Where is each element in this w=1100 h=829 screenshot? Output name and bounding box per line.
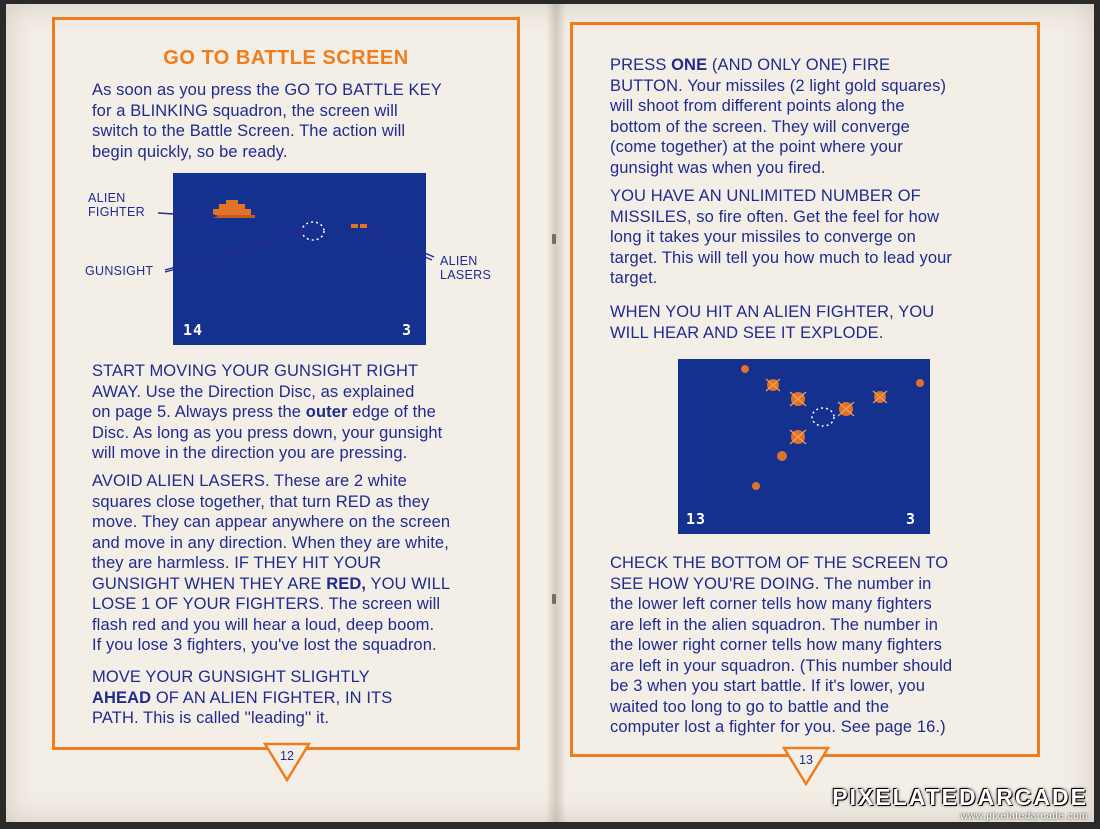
callout-alien-lasers	[440, 254, 500, 282]
battle-screen-graphics	[173, 173, 426, 345]
watermark-brand: PIXELATEDARCADE	[832, 784, 1088, 810]
hit-paragraph	[610, 302, 1030, 343]
explosion-sparks	[766, 379, 887, 444]
callout-gunsight: GUNSIGHT	[85, 264, 154, 278]
unlimited-paragraph	[610, 186, 1035, 289]
explosion-screen-figure	[678, 359, 930, 534]
ahead-text-b: OF AN ALIEN FIGHTER, IN ITS PATH. This is called ''leading'' it.	[92, 688, 393, 727]
staple	[552, 594, 556, 604]
hit-text: WHEN YOU HIT AN ALIEN FIGHTER, YOU WILL HEAR AND SEE IT EXPLODE.	[610, 303, 935, 342]
alien-fighter-sprite	[209, 200, 255, 218]
lasers-text-bold: RED,	[326, 574, 367, 593]
book-gutter	[546, 4, 566, 822]
alien-fighters-count: 14	[183, 321, 204, 339]
alien-fighters-count: 13	[686, 510, 707, 528]
check-paragraph	[610, 553, 1038, 738]
staple	[552, 234, 556, 244]
callout-alien-fighter-text: ALIEN FIGHTER	[88, 191, 145, 219]
moving-text-bold: outer	[305, 403, 348, 421]
intro-text: As soon as you press the GO TO BATTLE KEY for a BLINKING squadron, the screen will switch to the Battle Screen. The action will begin quickly, so be ready.	[92, 81, 442, 161]
lasers-paragraph	[92, 471, 520, 656]
page-heading: GO TO BATTLE SCREEN	[163, 47, 409, 69]
page-number-label: 13	[799, 753, 813, 767]
watermark	[832, 784, 1088, 822]
fire-text-b: (AND ONLY ONE) FIRE BUTTON. Your missiles (2 light gold squares) will shoot from different points along the bottom of the screen. They will converge (come together) at the point where your gunsight was when you fired.	[610, 56, 947, 177]
moving-text-b: edge of the Disc. As long as you press down, your gunsight will move in the direction you are pressing.	[92, 403, 443, 462]
battle-screen-figure	[173, 173, 426, 345]
ahead-paragraph	[92, 667, 512, 729]
fire-text-a: PRESS	[610, 56, 672, 74]
ahead-text-a: MOVE YOUR GUNSIGHT SLIGHTLY	[92, 668, 370, 686]
fire-text-bold: ONE	[671, 56, 708, 74]
unlimited-text: YOU HAVE AN UNLIMITED NUMBER OF MISSILES, so fire often. Get the feel for how long it takes your missiles to converge on target. This will tell you how much to lead your target.	[610, 187, 952, 287]
lasers-text-b: YOU WILL LOSE 1 OF YOUR FIGHTERS. The screen will flash red and you will hear a loud, deep boom. If you lose 3 fighters, you've lost the squadron.	[92, 574, 451, 654]
alien-laser-square	[351, 224, 358, 228]
fire-paragraph	[610, 55, 1030, 178]
moving-paragraph	[92, 361, 517, 464]
explosion-screen-graphics	[678, 359, 930, 534]
callout-alien-lasers-text: ALIEN LASERS	[440, 254, 492, 282]
moving-text-a: START MOVING YOUR GUNSIGHT RIGHT AWAY. Use the Direction Disc, as explained on page 5. Always press the	[92, 362, 419, 421]
intro-paragraph	[92, 80, 512, 162]
check-text: CHECK THE BOTTOM OF THE SCREEN TO SEE HOW YOU'RE DOING. The number in the lower left corner tells how many fighters are left in the alien squadron. The number in the lower right corner tells how many fighters are left in your squadron. (This number should be 3 when you start battle. If it's lower, you waited too long to go to battle and the computer lost a fighter for you. See page 16.)	[610, 554, 953, 736]
callout-alien-fighter	[88, 191, 158, 219]
gunsight-reticle	[812, 408, 834, 426]
page-number-13	[782, 746, 830, 786]
page-number-label: 12	[280, 749, 294, 763]
lasers-text-a: AVOID ALIEN LASERS. These are 2 white squares close together, that turn RED as they move. They can appear anywhere on the screen and move in any direction. When they are white, they are harmless. IF THEY HIT YOUR GUNSIGHT WHEN THEY ARE	[92, 472, 451, 593]
explosion-bursts	[741, 365, 924, 490]
ahead-text-bold: AHEAD	[92, 688, 152, 707]
page-number-12	[263, 742, 311, 782]
player-fighters-count: 3	[401, 321, 412, 339]
gunsight-reticle	[302, 222, 324, 240]
alien-laser-square	[360, 224, 367, 228]
watermark-url: www.pixelatedarcade.com	[960, 811, 1088, 822]
player-fighters-count: 3	[905, 510, 916, 528]
